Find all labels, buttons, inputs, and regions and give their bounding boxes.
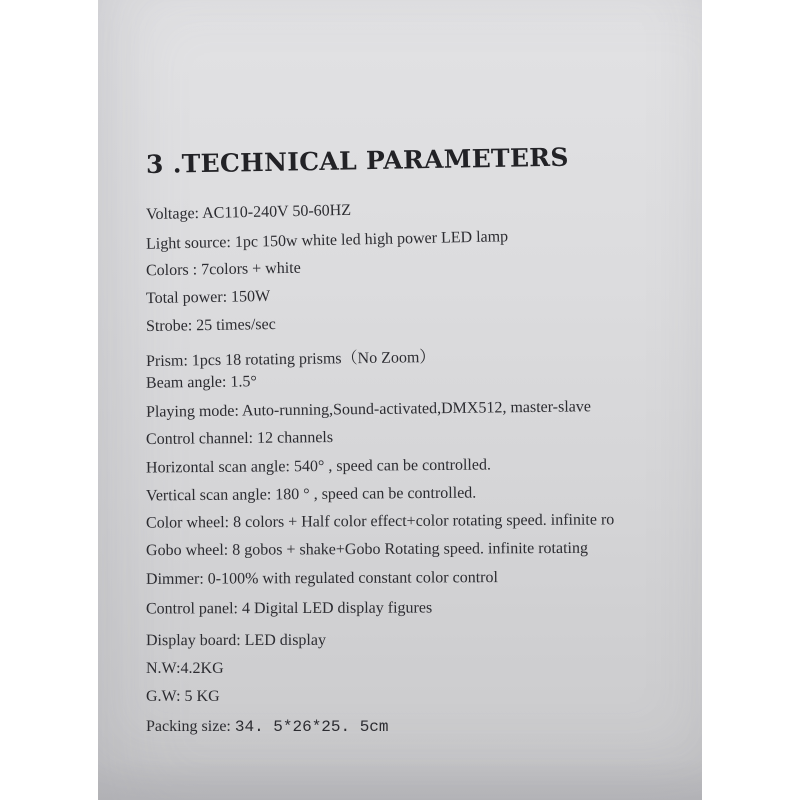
manual-page bbox=[98, 0, 702, 800]
spec-vertical-scan: Vertical scan angle: 180 ° , speed can be controlled. bbox=[145, 484, 477, 505]
spec-light-source: Light source: 1pc 150w white led high power LED lamp bbox=[145, 228, 509, 253]
spec-playing-mode: Playing mode: Auto-running,Sound-activated,DMX512, master-slave bbox=[145, 398, 592, 421]
spec-horizontal-scan: Horizontal scan angle: 540° , speed can be controlled. bbox=[145, 456, 492, 477]
spec-voltage: Voltage: AC110-240V 50-60HZ bbox=[145, 201, 352, 224]
spec-dimmer: Dimmer: 0-100% with regulated constant color control bbox=[145, 569, 498, 588]
spec-gross-weight: G.W: 5 KG bbox=[146, 688, 220, 705]
spec-control-channel: Control channel: 12 channels bbox=[145, 429, 334, 448]
packing-size-value: 34. 5*26*25. 5cm bbox=[234, 718, 389, 736]
spec-colors: Colors : 7colors + white bbox=[145, 259, 301, 280]
spec-prism: Prism: 1pcs 18 rotating prisms（No Zoom） bbox=[145, 348, 436, 371]
spec-control-panel: Control panel: 4 Digital LED display figures bbox=[145, 599, 433, 618]
spec-net-weight: N.W:4.2KG bbox=[146, 660, 224, 677]
spec-display-board: Display board: LED display bbox=[145, 631, 326, 650]
spec-gobo-wheel: Gobo wheel: 8 gobos + shake+Gobo Rotating speed. infinite rotating bbox=[145, 539, 589, 560]
spec-color-wheel: Color wheel: 8 colors + Half color effect+color rotating speed. infinite ro bbox=[145, 511, 615, 532]
section-heading: 3 .TECHNICAL PARAMETERS bbox=[145, 142, 569, 179]
packing-size-label: Packing size: bbox=[146, 718, 235, 735]
spec-strobe: Strobe: 25 times/sec bbox=[145, 315, 276, 336]
page-shadow bbox=[98, 760, 702, 800]
spec-beam-angle: Beam angle: 1.5° bbox=[145, 373, 257, 392]
spec-total-power: Total power: 150W bbox=[145, 287, 271, 308]
spec-packing-size bbox=[146, 718, 389, 736]
